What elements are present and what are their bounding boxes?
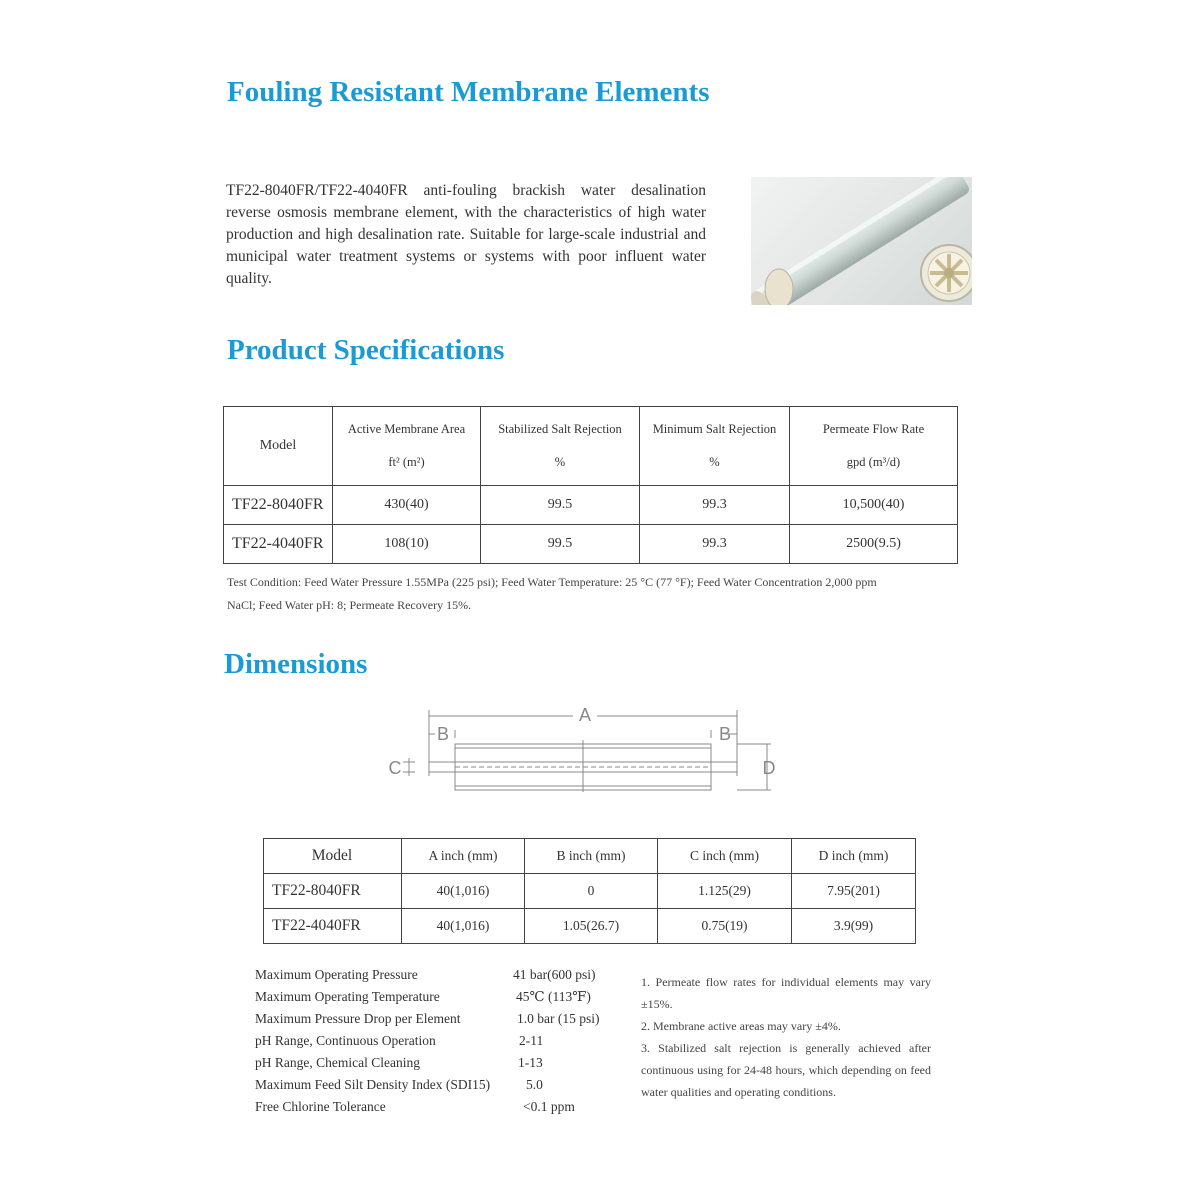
table-row: [224, 525, 958, 564]
intro-paragraph: TF22-8040FR/TF22-4040FR anti-fouling brackish water desalination reverse osmosis membrane element, with the characteristics of high water production and high desalination rate. Suitable for large-scale industrial and municipal water treatment systems or systems with poor influent water quality.: [226, 182, 706, 287]
cell-a: 40(1,016): [402, 874, 525, 909]
op-label: Maximum Operating Temperature: [255, 989, 440, 1004]
cell-d: 7.95(201): [792, 874, 916, 909]
dimension-diagram: [385, 700, 785, 810]
label-a: A: [578, 705, 592, 725]
note-item: 3. Stabilized salt rejection is generally achieved after continuous using for 24-48 hours, which depending on feed water qualities and operating conditions.: [641, 1041, 931, 1099]
note-item: 1. Permeate flow rates for individual elements may vary ±15%.: [641, 975, 931, 1011]
notes: [641, 971, 931, 1103]
op-label: Maximum Feed Silt Density Index (SDI15): [255, 1077, 491, 1092]
dim-col-d: D inch (mm): [792, 839, 916, 874]
cell-model: TF22-4040FR: [224, 525, 333, 564]
cell-stabilized: 99.5: [481, 525, 640, 564]
op-label: Maximum Operating Pressure: [255, 967, 418, 982]
op-label: pH Range, Chemical Cleaning: [255, 1055, 420, 1070]
page-title: Fouling Resistant Membrane Elements: [227, 76, 710, 108]
spec-col-flow-unit: gpd (m³/d): [846, 455, 901, 469]
dimensions-heading: Dimensions: [224, 648, 368, 680]
spec-col-model: Model: [224, 407, 333, 486]
op-value: 1-13: [518, 1055, 543, 1070]
op-label: Free Chlorine Tolerance: [255, 1099, 386, 1114]
cell-flow: 10,500(40): [790, 486, 958, 525]
cell-b: 0: [525, 874, 658, 909]
op-value: 5.0: [526, 1077, 543, 1092]
spec-col-stabilized-label: Stabilized Salt Rejection: [498, 422, 622, 436]
note-item: 2. Membrane active areas may vary ±4%.: [641, 1019, 841, 1033]
cell-d: 3.9(99): [792, 909, 916, 944]
dimensions-header-row: [264, 839, 916, 874]
op-value: 2-11: [519, 1033, 544, 1048]
op-value: <0.1 ppm: [523, 1099, 575, 1114]
table-row: [264, 909, 916, 944]
cell-c: 1.125(29): [658, 874, 792, 909]
membrane-element-illustration: [751, 177, 972, 305]
cell-model: TF22-8040FR: [264, 874, 402, 909]
spec-col-flow-label: Permeate Flow Rate: [822, 422, 925, 436]
cell-model: TF22-8040FR: [224, 486, 333, 525]
dim-col-b: B inch (mm): [525, 839, 658, 874]
cell-minimum: 99.3: [640, 486, 790, 525]
spec-col-area-label: Active Membrane Area: [347, 422, 466, 436]
spec-col-stabilized-unit: %: [554, 455, 566, 469]
spec-col-stabilized: [481, 407, 640, 486]
spec-heading: Product Specifications: [227, 334, 505, 366]
spec-table: [223, 406, 958, 564]
spec-col-area: [333, 407, 481, 486]
spec-col-minimum-unit: %: [709, 455, 720, 469]
op-value: 41 bar(600 psi): [513, 967, 596, 982]
spec-col-minimum: [640, 407, 790, 486]
spec-col-minimum-label: Minimum Salt Rejection: [652, 422, 777, 436]
dim-col-model: Model: [264, 839, 402, 874]
label-c: C: [388, 758, 402, 778]
label-d: D: [762, 758, 776, 778]
cell-flow: 2500(9.5): [790, 525, 958, 564]
op-value: 1.0 bar (15 psi): [517, 1011, 600, 1026]
cell-model: TF22-4040FR: [264, 909, 402, 944]
cell-area: 430(40): [333, 486, 481, 525]
op-label: Maximum Pressure Drop per Element: [255, 1011, 461, 1026]
op-label: pH Range, Continuous Operation: [255, 1033, 436, 1048]
dim-col-a: A inch (mm): [402, 839, 525, 874]
test-condition: Test Condition: Feed Water Pressure 1.55MPa (225 psi); Feed Water Temperature: 25 °C (77 °F); Feed Water Concentration 2,000 ppm NaCl; Feed Water pH: 8; Permeate Recovery 15%.: [227, 575, 877, 612]
cell-b: 1.05(26.7): [525, 909, 658, 944]
table-row: [224, 486, 958, 525]
spec-header-row: [224, 407, 958, 486]
dimensions-table: [263, 838, 916, 944]
table-row: [264, 874, 916, 909]
dim-col-c: C inch (mm): [658, 839, 792, 874]
cell-minimum: 99.3: [640, 525, 790, 564]
cell-c: 0.75(19): [658, 909, 792, 944]
cell-area: 108(10): [333, 525, 481, 564]
spec-col-flow: [790, 407, 958, 486]
op-value: 45℃ (113℉): [516, 989, 591, 1004]
cell-stabilized: 99.5: [481, 486, 640, 525]
spec-col-area-unit: ft² (m²): [388, 455, 425, 469]
label-b-right: B: [718, 724, 732, 744]
label-b-left: B: [436, 724, 450, 744]
cell-a: 40(1,016): [402, 909, 525, 944]
membrane-element-photo: [751, 177, 972, 305]
